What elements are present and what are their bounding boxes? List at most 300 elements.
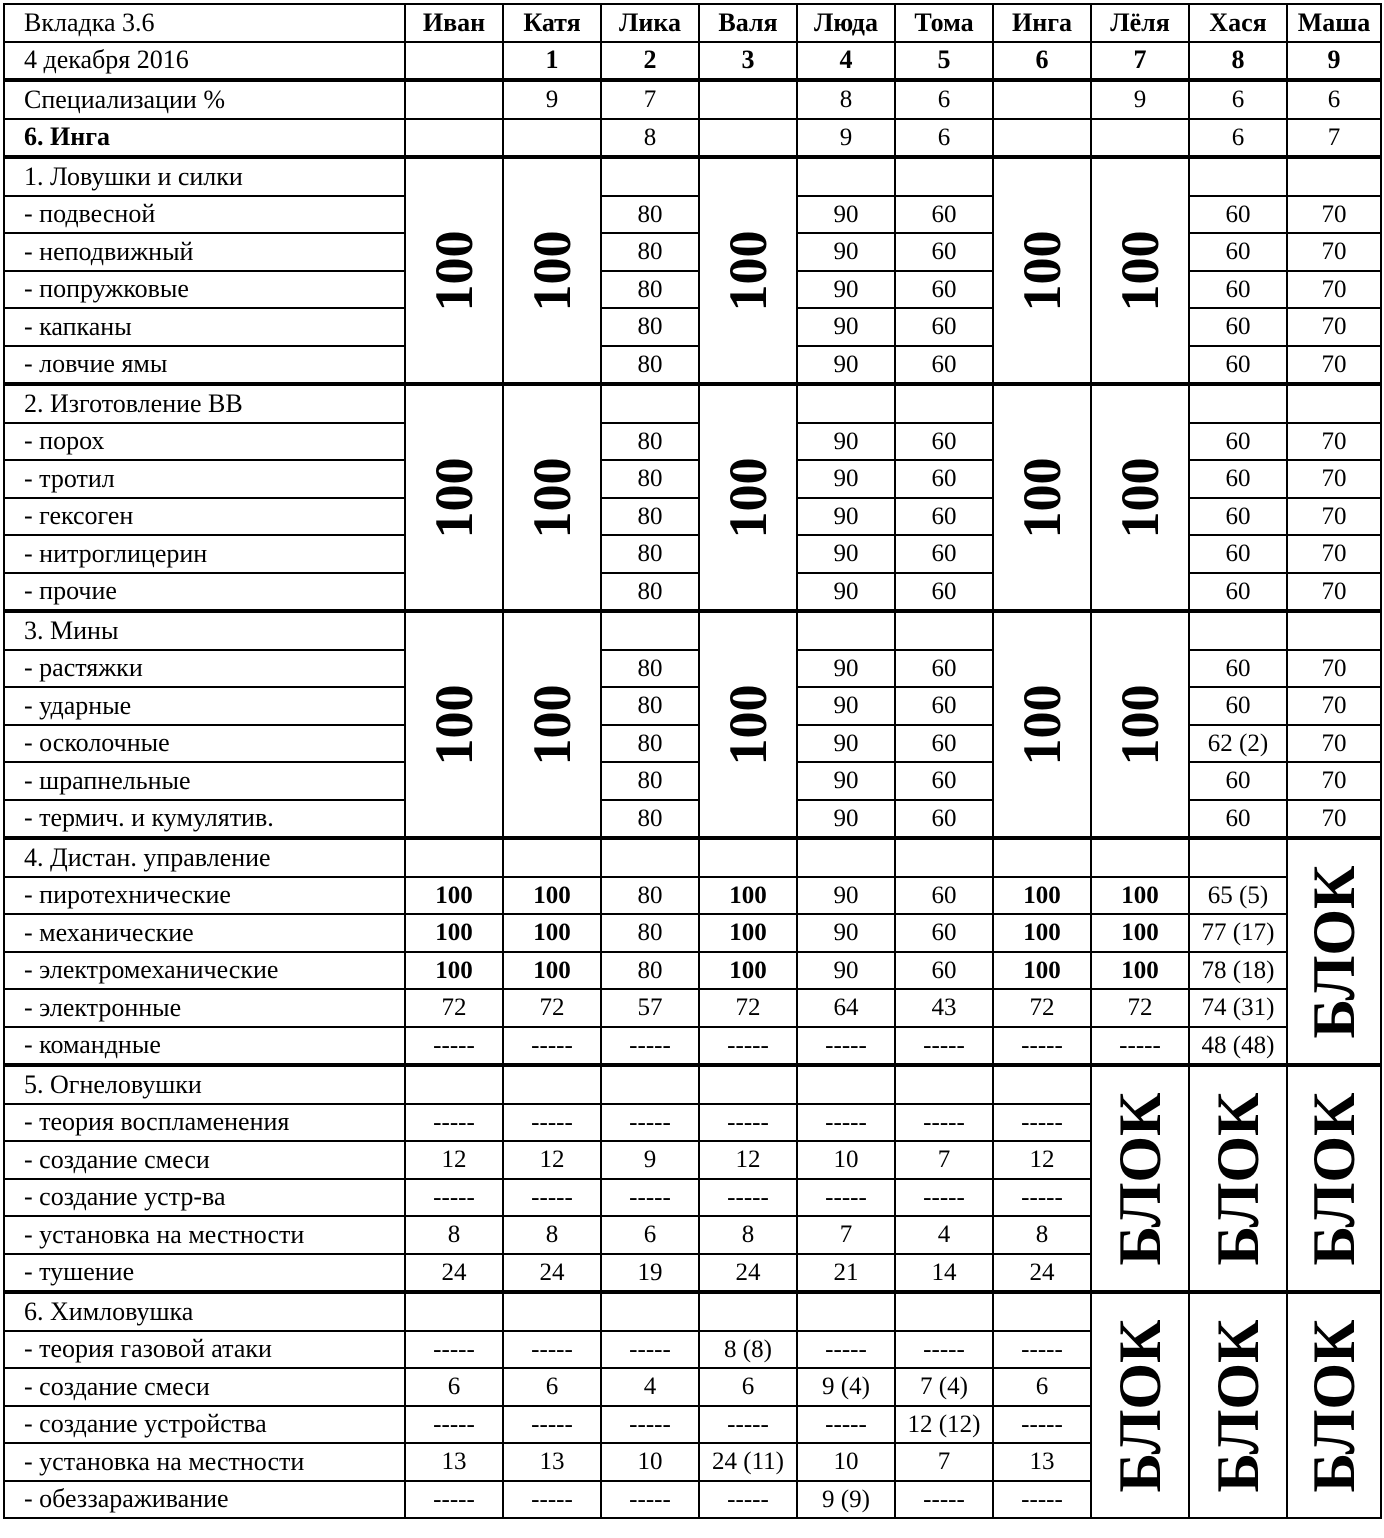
skill-value: 7 (4) bbox=[895, 1368, 993, 1406]
skill-value: ----- bbox=[895, 1481, 993, 1519]
column-number: 9 bbox=[1287, 42, 1381, 81]
column-name: Иван bbox=[405, 4, 503, 42]
skill-value: 80 bbox=[601, 423, 699, 461]
skill-value: ----- bbox=[503, 1027, 601, 1066]
skill-value: 90 bbox=[797, 423, 895, 461]
skill-value: ----- bbox=[797, 1406, 895, 1444]
empty-cell bbox=[503, 1292, 601, 1331]
table-row bbox=[4, 1292, 1381, 1331]
skill-value: 13 bbox=[405, 1443, 503, 1481]
empty-cell bbox=[1287, 611, 1381, 650]
empty-cell bbox=[1189, 157, 1287, 196]
skill-value: 64 bbox=[797, 989, 895, 1027]
mastery-100-label: 100 bbox=[424, 230, 484, 311]
skill-value: ----- bbox=[503, 1179, 601, 1217]
skill-value: ----- bbox=[601, 1179, 699, 1217]
empty-cell bbox=[601, 1292, 699, 1331]
spec-value: 6 bbox=[1189, 80, 1287, 119]
column-name: Тома bbox=[895, 4, 993, 42]
table-row bbox=[4, 611, 1381, 650]
skill-label: - создание смеси bbox=[4, 1141, 405, 1179]
inga-value: 7 bbox=[1287, 119, 1381, 158]
skill-label: - электронные bbox=[4, 989, 405, 1027]
skill-value: 8 bbox=[503, 1216, 601, 1254]
skill-value: ----- bbox=[699, 1104, 797, 1142]
skill-label: - электромеханические bbox=[4, 952, 405, 990]
column-number: 3 bbox=[699, 42, 797, 81]
skill-value: 100 bbox=[699, 914, 797, 952]
skill-value: 90 bbox=[797, 762, 895, 800]
skill-value: ----- bbox=[405, 1481, 503, 1519]
skill-value: 100 bbox=[405, 952, 503, 990]
skill-value: ----- bbox=[699, 1481, 797, 1519]
skill-value: 80 bbox=[601, 952, 699, 990]
skill-value: 100 bbox=[503, 952, 601, 990]
full-mastery-cell bbox=[993, 384, 1091, 611]
inga-value: 6 bbox=[1189, 119, 1287, 158]
skill-label: - нитроглицерин bbox=[4, 535, 405, 573]
skill-value: 80 bbox=[601, 687, 699, 725]
skill-value: 80 bbox=[601, 725, 699, 763]
skill-value: ----- bbox=[405, 1179, 503, 1217]
skill-value: 100 bbox=[699, 952, 797, 990]
mastery-100-label: 100 bbox=[424, 457, 484, 538]
full-mastery-cell bbox=[993, 611, 1091, 838]
skill-value: 90 bbox=[797, 271, 895, 309]
mastery-100-label: 100 bbox=[1110, 457, 1170, 538]
skill-value: 80 bbox=[601, 460, 699, 498]
skill-value: 12 (12) bbox=[895, 1406, 993, 1444]
inga-label: 6. Инга bbox=[4, 119, 405, 158]
empty-cell bbox=[601, 611, 699, 650]
empty-cell bbox=[601, 1065, 699, 1104]
mastery-100-label: 100 bbox=[1110, 684, 1170, 765]
table-row bbox=[4, 914, 1381, 952]
skill-value: ----- bbox=[405, 1104, 503, 1142]
spec-value: 8 bbox=[797, 80, 895, 119]
inga-value bbox=[993, 119, 1091, 158]
skill-label: - порох bbox=[4, 423, 405, 461]
skill-value: 70 bbox=[1287, 346, 1381, 385]
inga-value: 8 bbox=[601, 119, 699, 158]
skill-value: 60 bbox=[895, 952, 993, 990]
skill-value: 90 bbox=[797, 460, 895, 498]
skill-value: 60 bbox=[895, 762, 993, 800]
skill-value: 72 bbox=[405, 989, 503, 1027]
skill-value: 90 bbox=[797, 573, 895, 612]
column-name: Лика bbox=[601, 4, 699, 42]
skill-value: 65 (5) bbox=[1189, 877, 1287, 915]
block-cell bbox=[1287, 1065, 1381, 1292]
skill-label: - прочие bbox=[4, 573, 405, 612]
skill-label: - создание устр-ва bbox=[4, 1179, 405, 1217]
mastery-100-label: 100 bbox=[718, 457, 778, 538]
skill-value: 90 bbox=[797, 308, 895, 346]
skills-table bbox=[3, 3, 1382, 1519]
skill-value: 80 bbox=[601, 762, 699, 800]
skill-value: ----- bbox=[503, 1104, 601, 1142]
tab-title: Вкладка 3.6 bbox=[4, 4, 405, 42]
skill-value: 70 bbox=[1287, 762, 1381, 800]
skill-value: 60 bbox=[895, 460, 993, 498]
skill-value: 13 bbox=[503, 1443, 601, 1481]
skill-label: - осколочные bbox=[4, 725, 405, 763]
column-number: 8 bbox=[1189, 42, 1287, 81]
skill-value: 90 bbox=[797, 233, 895, 271]
block-label: БЛОК bbox=[1301, 1091, 1367, 1266]
skill-value: 60 bbox=[895, 573, 993, 612]
spec-value: 7 bbox=[601, 80, 699, 119]
column-number: 2 bbox=[601, 42, 699, 81]
spec-value bbox=[699, 80, 797, 119]
skill-value: 60 bbox=[1189, 573, 1287, 612]
skill-value: 90 bbox=[797, 877, 895, 915]
skill-value: ----- bbox=[797, 1331, 895, 1369]
skill-value: 60 bbox=[895, 271, 993, 309]
empty-cell bbox=[993, 838, 1091, 877]
skill-value: 90 bbox=[797, 800, 895, 839]
full-mastery-cell bbox=[699, 611, 797, 838]
skill-value: 60 bbox=[1189, 233, 1287, 271]
skill-value: ----- bbox=[601, 1481, 699, 1519]
empty-cell bbox=[895, 1292, 993, 1331]
empty-cell bbox=[797, 157, 895, 196]
skill-value: 80 bbox=[601, 535, 699, 573]
table-row bbox=[4, 952, 1381, 990]
skill-value: 4 bbox=[601, 1368, 699, 1406]
skill-value: 70 bbox=[1287, 308, 1381, 346]
skill-value: 60 bbox=[1189, 650, 1287, 688]
table-row bbox=[4, 989, 1381, 1027]
skill-label: - обеззараживание bbox=[4, 1481, 405, 1519]
section-title: 4. Дистан. управление bbox=[4, 838, 405, 877]
skill-value: ----- bbox=[993, 1331, 1091, 1369]
skill-value: 72 bbox=[993, 989, 1091, 1027]
empty-cell bbox=[895, 157, 993, 196]
full-mastery-cell bbox=[503, 157, 601, 384]
skill-value: 12 bbox=[699, 1141, 797, 1179]
block-label: БЛОК bbox=[1107, 1091, 1173, 1266]
empty-cell bbox=[405, 1065, 503, 1104]
skill-value: ----- bbox=[405, 1331, 503, 1369]
full-mastery-cell bbox=[405, 611, 503, 838]
skill-value: 6 bbox=[993, 1368, 1091, 1406]
spec-value: 9 bbox=[503, 80, 601, 119]
skill-value: ----- bbox=[405, 1027, 503, 1066]
block-label: БЛОК bbox=[1301, 1318, 1367, 1493]
skill-value: 60 bbox=[895, 233, 993, 271]
block-cell bbox=[1287, 838, 1381, 1065]
skill-value: 100 bbox=[1091, 877, 1189, 915]
skill-label: - попружковые bbox=[4, 271, 405, 309]
skill-value: 48 (48) bbox=[1189, 1027, 1287, 1066]
column-number: 7 bbox=[1091, 42, 1189, 81]
skill-value: 90 bbox=[797, 687, 895, 725]
skill-value: 78 (18) bbox=[1189, 952, 1287, 990]
column-number: 4 bbox=[797, 42, 895, 81]
skill-value: 80 bbox=[601, 914, 699, 952]
block-cell bbox=[1287, 1292, 1381, 1518]
spec-value bbox=[405, 80, 503, 119]
skill-value: 70 bbox=[1287, 725, 1381, 763]
skill-value: 80 bbox=[601, 877, 699, 915]
skill-value: 60 bbox=[895, 650, 993, 688]
empty-cell bbox=[405, 838, 503, 877]
column-number: 1 bbox=[503, 42, 601, 81]
skill-value: 80 bbox=[601, 308, 699, 346]
skill-value: 100 bbox=[503, 877, 601, 915]
column-name: Маша bbox=[1287, 4, 1381, 42]
skill-label: - пиротехнические bbox=[4, 877, 405, 915]
full-mastery-cell bbox=[1091, 611, 1189, 838]
skill-value: 80 bbox=[601, 233, 699, 271]
mastery-100-label: 100 bbox=[522, 684, 582, 765]
skill-value: 21 bbox=[797, 1254, 895, 1293]
empty-cell bbox=[895, 838, 993, 877]
skill-label: - подвесной bbox=[4, 196, 405, 234]
block-label: БЛОК bbox=[1107, 1318, 1173, 1493]
column-number: 5 bbox=[895, 42, 993, 81]
table-row bbox=[4, 1027, 1381, 1066]
skill-value: 24 bbox=[503, 1254, 601, 1293]
skill-value: ----- bbox=[405, 1406, 503, 1444]
empty-cell bbox=[993, 1292, 1091, 1331]
skill-value: 60 bbox=[1189, 800, 1287, 839]
skill-value: 7 bbox=[895, 1141, 993, 1179]
skill-value: 100 bbox=[699, 877, 797, 915]
skill-value: 70 bbox=[1287, 535, 1381, 573]
skill-value: ----- bbox=[699, 1027, 797, 1066]
skill-label: - теория воспламенения bbox=[4, 1104, 405, 1142]
skill-value: 6 bbox=[503, 1368, 601, 1406]
skill-value: 10 bbox=[797, 1443, 895, 1481]
skill-value: ----- bbox=[797, 1104, 895, 1142]
block-cell bbox=[1189, 1065, 1287, 1292]
empty-cell bbox=[1287, 384, 1381, 423]
spec-label: Специализации % bbox=[4, 80, 405, 119]
skill-value: 60 bbox=[895, 800, 993, 839]
skill-value: ----- bbox=[993, 1406, 1091, 1444]
skill-value: 19 bbox=[601, 1254, 699, 1293]
skill-value: 60 bbox=[1189, 308, 1287, 346]
skill-value: 60 bbox=[1189, 271, 1287, 309]
full-mastery-cell bbox=[993, 157, 1091, 384]
table-row bbox=[4, 4, 1381, 42]
skill-value: 6 bbox=[601, 1216, 699, 1254]
table-row bbox=[4, 877, 1381, 915]
empty-cell bbox=[699, 1065, 797, 1104]
skill-value: 70 bbox=[1287, 233, 1381, 271]
section-title: 3. Мины bbox=[4, 611, 405, 650]
empty-cell bbox=[797, 384, 895, 423]
skill-value: ----- bbox=[895, 1331, 993, 1369]
skill-value: 8 bbox=[699, 1216, 797, 1254]
skill-value: 80 bbox=[601, 498, 699, 536]
empty-cell bbox=[1189, 611, 1287, 650]
skill-value: ----- bbox=[503, 1331, 601, 1369]
skill-value: 60 bbox=[895, 725, 993, 763]
spec-value: 9 bbox=[1091, 80, 1189, 119]
full-mastery-cell bbox=[503, 384, 601, 611]
skill-value: 60 bbox=[895, 498, 993, 536]
block-label: БЛОК bbox=[1205, 1318, 1271, 1493]
skill-value: 24 bbox=[699, 1254, 797, 1293]
skill-label: - неподвижный bbox=[4, 233, 405, 271]
full-mastery-cell bbox=[1091, 157, 1189, 384]
empty-cell bbox=[1189, 838, 1287, 877]
skill-value: 12 bbox=[405, 1141, 503, 1179]
column-name: Хася bbox=[1189, 4, 1287, 42]
full-mastery-cell bbox=[699, 384, 797, 611]
skill-value: 60 bbox=[895, 308, 993, 346]
skill-value: ----- bbox=[993, 1179, 1091, 1217]
skill-label: - ударные bbox=[4, 687, 405, 725]
skill-value: 9 (9) bbox=[797, 1481, 895, 1519]
empty-cell bbox=[503, 838, 601, 877]
skill-value: 90 bbox=[797, 952, 895, 990]
skill-value: 70 bbox=[1287, 650, 1381, 688]
skill-value: ----- bbox=[601, 1406, 699, 1444]
skill-value: 24 bbox=[993, 1254, 1091, 1293]
skill-label: - гексоген bbox=[4, 498, 405, 536]
skill-value: 6 bbox=[699, 1368, 797, 1406]
skill-value: 10 bbox=[601, 1443, 699, 1481]
empty-cell bbox=[601, 157, 699, 196]
skill-value: 100 bbox=[405, 914, 503, 952]
column-name: Катя bbox=[503, 4, 601, 42]
table-body bbox=[4, 4, 1381, 1518]
skill-value: 80 bbox=[601, 271, 699, 309]
skill-label: - тушение bbox=[4, 1254, 405, 1293]
skill-value: 43 bbox=[895, 989, 993, 1027]
skill-value: 100 bbox=[1091, 914, 1189, 952]
skill-value: ----- bbox=[503, 1481, 601, 1519]
spec-value: 6 bbox=[1287, 80, 1381, 119]
skill-value: 90 bbox=[797, 498, 895, 536]
skill-value: 12 bbox=[503, 1141, 601, 1179]
skill-value: 60 bbox=[1189, 196, 1287, 234]
mastery-100-label: 100 bbox=[718, 230, 778, 311]
skill-value: ----- bbox=[601, 1104, 699, 1142]
block-label: БЛОК bbox=[1301, 864, 1367, 1039]
skill-label: - механические bbox=[4, 914, 405, 952]
skill-value: 72 bbox=[503, 989, 601, 1027]
mastery-100-label: 100 bbox=[1012, 230, 1072, 311]
skill-value: ----- bbox=[797, 1027, 895, 1066]
block-label: БЛОК bbox=[1205, 1091, 1271, 1266]
block-cell bbox=[1189, 1292, 1287, 1518]
skill-value: 10 bbox=[797, 1141, 895, 1179]
skill-value: 74 (31) bbox=[1189, 989, 1287, 1027]
full-mastery-cell bbox=[503, 611, 601, 838]
skill-value: 13 bbox=[993, 1443, 1091, 1481]
empty-cell bbox=[895, 384, 993, 423]
skill-value: ----- bbox=[601, 1331, 699, 1369]
empty-cell bbox=[601, 384, 699, 423]
mastery-100-label: 100 bbox=[718, 684, 778, 765]
skill-value: ----- bbox=[797, 1179, 895, 1217]
skill-value: 24 bbox=[405, 1254, 503, 1293]
skill-label: - капканы bbox=[4, 308, 405, 346]
column-name: Люда bbox=[797, 4, 895, 42]
skill-value: 70 bbox=[1287, 800, 1381, 839]
inga-value bbox=[503, 119, 601, 158]
empty-cell bbox=[797, 611, 895, 650]
skill-value: 70 bbox=[1287, 460, 1381, 498]
section-title: 5. Огнеловушки bbox=[4, 1065, 405, 1104]
skill-value: ----- bbox=[503, 1406, 601, 1444]
skill-value: 60 bbox=[895, 687, 993, 725]
skill-value: 100 bbox=[405, 877, 503, 915]
skill-value: 90 bbox=[797, 650, 895, 688]
skill-value: 72 bbox=[1091, 989, 1189, 1027]
skill-value: 9 (4) bbox=[797, 1368, 895, 1406]
skill-label: - установка на местности bbox=[4, 1443, 405, 1481]
table-row bbox=[4, 80, 1381, 119]
skill-value: ----- bbox=[699, 1179, 797, 1217]
skill-value: 90 bbox=[797, 346, 895, 385]
inga-value: 9 bbox=[797, 119, 895, 158]
empty-cell bbox=[699, 838, 797, 877]
skill-value: ----- bbox=[895, 1104, 993, 1142]
skill-label: - командные bbox=[4, 1027, 405, 1066]
table-row bbox=[4, 384, 1381, 423]
skill-value: ----- bbox=[993, 1481, 1091, 1519]
skill-value: 80 bbox=[601, 573, 699, 612]
empty-cell bbox=[1287, 157, 1381, 196]
column-number: 6 bbox=[993, 42, 1091, 81]
skill-value: 60 bbox=[1189, 498, 1287, 536]
skill-value: 6 bbox=[405, 1368, 503, 1406]
skill-value: ----- bbox=[699, 1406, 797, 1444]
skill-value: 77 (17) bbox=[1189, 914, 1287, 952]
mastery-100-label: 100 bbox=[522, 230, 582, 311]
skill-value: 60 bbox=[1189, 762, 1287, 800]
skill-value: 24 (11) bbox=[699, 1443, 797, 1481]
skill-value: 60 bbox=[895, 914, 993, 952]
skill-value: 70 bbox=[1287, 498, 1381, 536]
skill-value: 7 bbox=[895, 1443, 993, 1481]
skill-value: 60 bbox=[895, 423, 993, 461]
spec-value bbox=[993, 80, 1091, 119]
empty-cell bbox=[699, 1292, 797, 1331]
section-title: 6. Химловушка bbox=[4, 1292, 405, 1331]
skill-label: - установка на местности bbox=[4, 1216, 405, 1254]
column-number bbox=[405, 42, 503, 81]
skill-label: - ловчие ямы bbox=[4, 346, 405, 385]
mastery-100-label: 100 bbox=[424, 684, 484, 765]
empty-cell bbox=[993, 1065, 1091, 1104]
skill-value: 70 bbox=[1287, 423, 1381, 461]
date-label: 4 декабря 2016 bbox=[4, 42, 405, 81]
skill-value: 80 bbox=[601, 800, 699, 839]
table-row bbox=[4, 838, 1381, 877]
block-cell bbox=[1091, 1292, 1189, 1518]
mastery-100-label: 100 bbox=[1012, 457, 1072, 538]
skill-value: ----- bbox=[895, 1179, 993, 1217]
column-name: Валя bbox=[699, 4, 797, 42]
skill-value: 90 bbox=[797, 725, 895, 763]
skill-value: 8 bbox=[993, 1216, 1091, 1254]
inga-value bbox=[1091, 119, 1189, 158]
empty-cell bbox=[895, 611, 993, 650]
skill-value: 70 bbox=[1287, 687, 1381, 725]
mastery-100-label: 100 bbox=[522, 457, 582, 538]
skill-value: 14 bbox=[895, 1254, 993, 1293]
skill-value: 60 bbox=[1189, 535, 1287, 573]
skill-value: 80 bbox=[601, 650, 699, 688]
block-cell bbox=[1091, 1065, 1189, 1292]
